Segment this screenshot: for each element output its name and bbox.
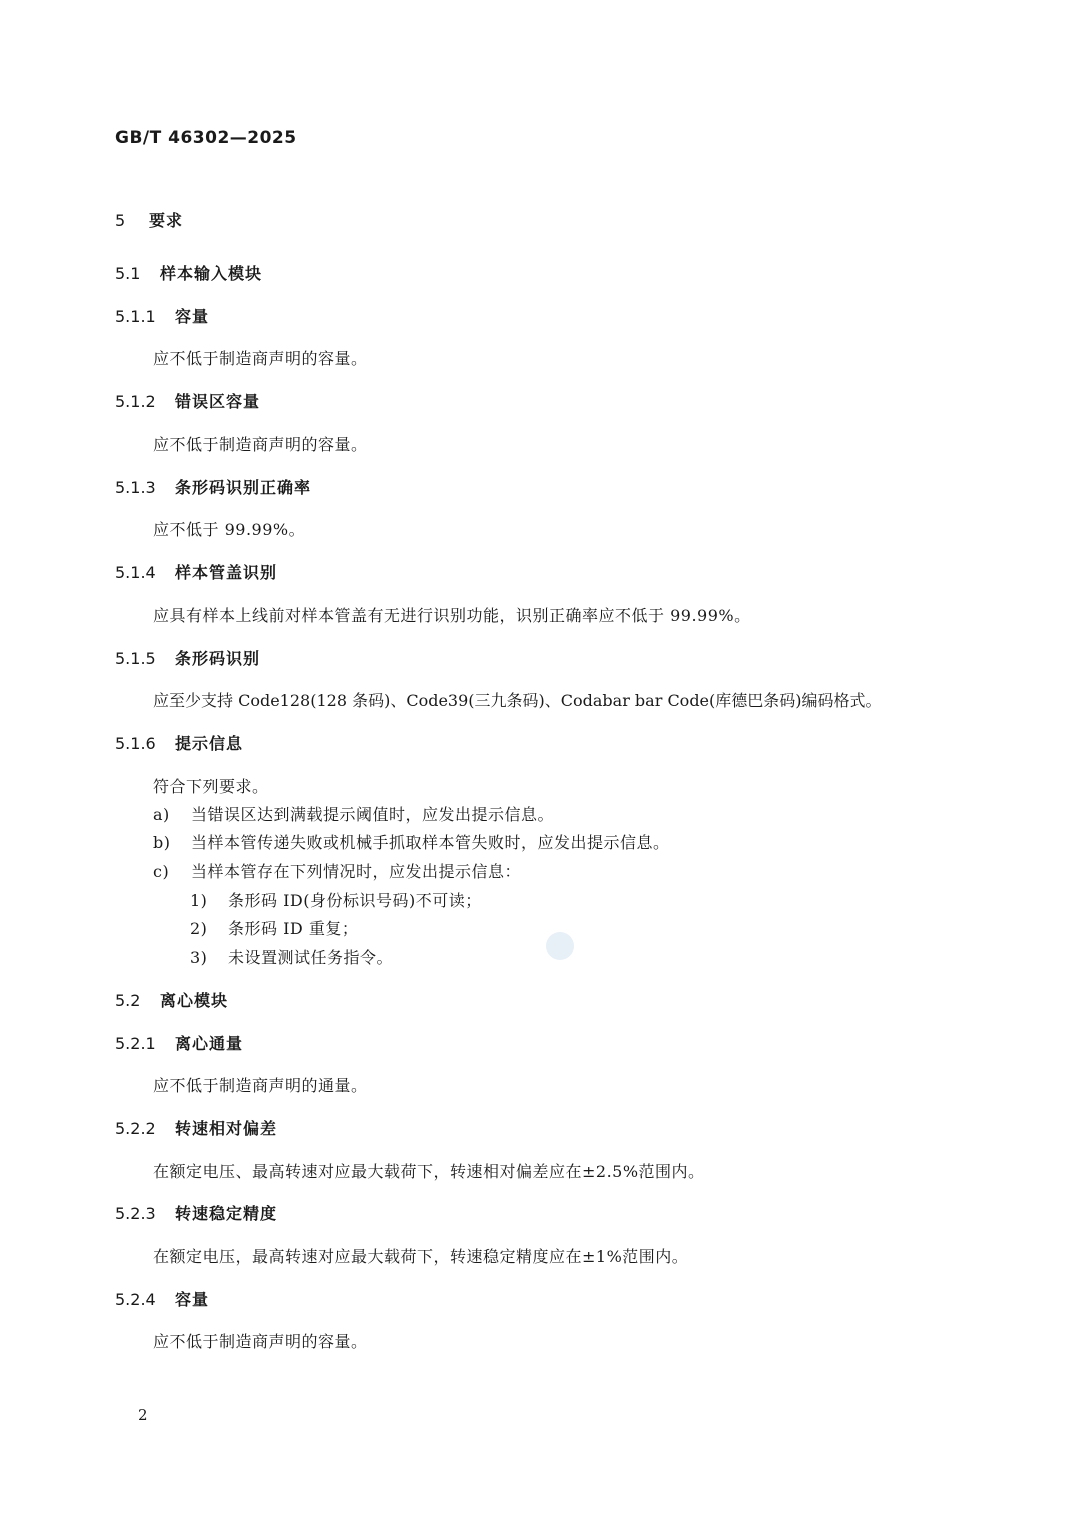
heading-5-1-4 — [115, 560, 277, 583]
heading-number: 5.2 — [115, 991, 141, 1010]
sub-list-item — [190, 888, 482, 911]
heading-title: 样本输入模块 — [160, 264, 263, 283]
heading-5-1-6 — [115, 731, 243, 754]
list-marker: 2) — [190, 919, 208, 938]
standard-code: GB/T 46302—2025 — [115, 128, 297, 148]
list-marker: b) — [153, 833, 171, 852]
list-marker: c) — [153, 862, 170, 881]
paragraph: 在额定电压，最高转速对应最大载荷下，转速稳定精度应在±1%范围内。 — [153, 1247, 689, 1266]
paragraph: 应不低于制造商声明的容量。 — [153, 349, 368, 368]
heading-5-2-2 — [115, 1116, 277, 1139]
list-text: 当样本管存在下列情况时，应发出提示信息： — [191, 862, 522, 881]
sub-list-item — [190, 916, 358, 939]
paragraph: 应具有样本上线前对样本管盖有无进行识别功能，识别正确率应不低于 99.99%。 — [153, 606, 751, 625]
heading-5-1-3 — [115, 475, 311, 498]
heading-title: 容量 — [175, 307, 210, 326]
paragraph: 应不低于制造商声明的通量。 — [153, 1076, 368, 1095]
list-text: 未设置测试任务指令。 — [228, 948, 394, 967]
heading-title: 离心通量 — [175, 1034, 244, 1053]
heading-title: 提示信息 — [175, 734, 244, 753]
heading-title: 条形码识别正确率 — [175, 478, 312, 497]
heading-5-1 — [115, 261, 262, 284]
heading-number: 5 — [115, 211, 126, 230]
heading-5 — [115, 208, 183, 231]
heading-number: 5.2.1 — [115, 1034, 156, 1053]
heading-number: 5.2.2 — [115, 1119, 156, 1138]
heading-title: 条形码识别 — [175, 649, 261, 668]
heading-number: 5.1 — [115, 264, 141, 283]
heading-number: 5.1.6 — [115, 734, 156, 753]
heading-title: 错误区容量 — [175, 392, 261, 411]
heading-number: 5.2.4 — [115, 1290, 156, 1309]
list-marker: 1) — [190, 891, 208, 910]
paragraph: 应不低于制造商声明的容量。 — [153, 435, 368, 454]
paragraph: 应不低于制造商声明的容量。 — [153, 1332, 368, 1351]
sub-list-item — [190, 945, 393, 968]
heading-title: 转速相对偏差 — [175, 1119, 278, 1138]
heading-title: 转速稳定精度 — [175, 1204, 278, 1223]
paragraph: 应不低于 99.99%。 — [153, 520, 306, 539]
heading-5-1-5 — [115, 646, 260, 669]
watermark-logo — [546, 932, 574, 960]
heading-number: 5.1.2 — [115, 392, 156, 411]
page-number: 2 — [138, 1406, 148, 1424]
heading-title: 离心模块 — [160, 991, 229, 1010]
paragraph: 应至少支持 Code128(128 条码)、Code39(三九条码)、Codabar bar Code(库德巴条码)编码格式。 — [153, 691, 882, 710]
heading-5-2-1 — [115, 1031, 243, 1054]
heading-number: 5.1.1 — [115, 307, 156, 326]
heading-number: 5.2.3 — [115, 1204, 156, 1223]
list-text: 条形码 ID 重复； — [228, 919, 359, 938]
heading-number: 5.1.4 — [115, 563, 156, 582]
paragraph: 在额定电压、最高转速对应最大载荷下，转速相对偏差应在±2.5%范围内。 — [153, 1162, 705, 1181]
heading-5-1-1 — [115, 304, 209, 327]
list-text: 当样本管传递失败或机械手抓取样本管失败时，应发出提示信息。 — [191, 833, 670, 852]
heading-5-1-2 — [115, 389, 260, 412]
list-item — [153, 859, 521, 882]
list-item — [153, 802, 554, 825]
list-text: 当错误区达到满载提示阈值时，应发出提示信息。 — [191, 805, 555, 824]
heading-5-2-4 — [115, 1287, 209, 1310]
paragraph: 符合下列要求。 — [153, 777, 269, 796]
list-marker: 3) — [190, 948, 208, 967]
list-item — [153, 830, 670, 853]
list-text: 条形码 ID(身份标识号码)不可读； — [228, 891, 482, 910]
heading-title: 容量 — [175, 1290, 210, 1309]
heading-number: 5.1.3 — [115, 478, 156, 497]
heading-number: 5.1.5 — [115, 649, 156, 668]
heading-title: 样本管盖识别 — [175, 563, 278, 582]
heading-5-2-3 — [115, 1201, 277, 1224]
heading-title: 要求 — [149, 211, 184, 230]
heading-5-2 — [115, 988, 228, 1011]
list-marker: a) — [153, 805, 170, 824]
